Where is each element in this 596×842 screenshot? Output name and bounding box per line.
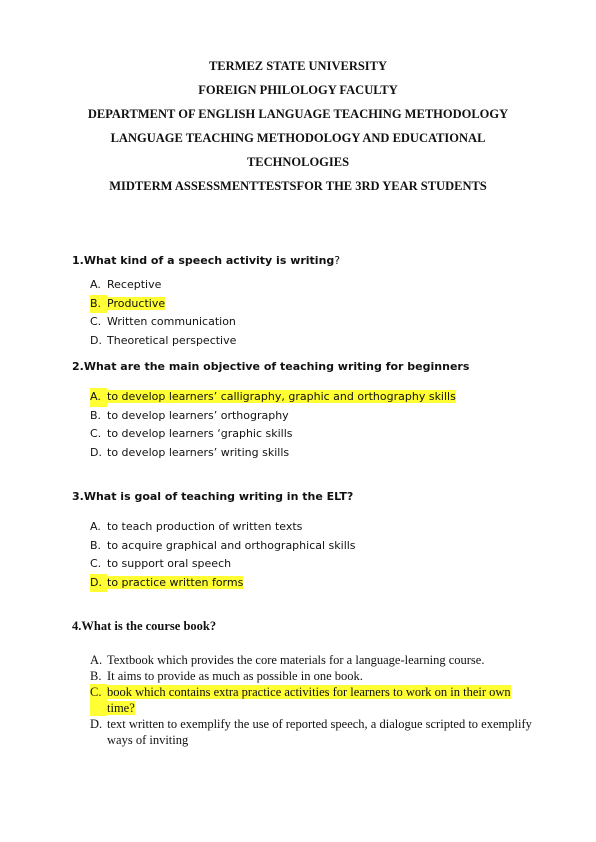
course-title-line2: TECHNOLOGIES — [246, 155, 350, 169]
option-2d: D. to develop learners’ writing skills — [90, 445, 290, 459]
option-1a: A. Receptive — [90, 278, 162, 291]
question-1-text: 1.What kind of a speech activity is writing — [72, 254, 335, 267]
question-1-options — [90, 276, 236, 350]
question-2-options — [90, 388, 456, 462]
option-4a: A. Textbook which provides the core materials for a language-learning course. — [90, 653, 485, 667]
option-4c: C. book which contains extra practice activities for learners to work on in their own time? — [90, 685, 511, 715]
document-header — [0, 54, 596, 198]
question-2-text: 2.What are the main objective of teaching writing for beginners — [72, 360, 470, 373]
faculty-name: FOREIGN PHILOLOGY FACULTY — [198, 83, 398, 97]
question-4-text: 4.What is the course book? — [72, 619, 217, 633]
option-4d: D. text written to exemplify the use of reported speech, a dialogue scripted to exemplify ways of inviting — [90, 717, 532, 747]
option-1c: C. Written communication — [90, 315, 236, 328]
option-2c: C. to develop learners ‘graphic skills — [90, 427, 293, 440]
course-title-line1: LANGUAGE TEACHING METHODOLOGY AND EDUCATIONAL — [110, 131, 486, 145]
option-3a: A. to teach production of written texts — [90, 520, 303, 533]
question-4 — [72, 619, 216, 634]
option-2a: A. to develop learners’ calligraphy, graphic and orthography skills — [90, 388, 456, 407]
department-name: DEPARTMENT OF ENGLISH LANGUAGE TEACHING METHODOLOGY — [87, 107, 509, 121]
university-name: TERMEZ STATE UNIVERSITY — [208, 59, 388, 73]
option-3b: B. to acquire graphical and orthographical skills — [90, 538, 356, 552]
assessment-title: MIDTERM ASSESSMENTTESTSFOR THE 3RD YEAR STUDENTS — [109, 179, 487, 193]
option-1d: D. Theoretical perspective — [90, 333, 237, 347]
question-1-mark: ? — [334, 254, 341, 267]
question-3-text: 3.What is goal of teaching writing in the ELT? — [72, 490, 354, 503]
question-4-options — [90, 652, 540, 748]
option-2b: B. to develop learners’ orthography — [90, 408, 289, 422]
option-4b: B. It aims to provide as much as possible in one book. — [90, 669, 363, 683]
question-3 — [72, 490, 353, 503]
question-3-options — [90, 518, 356, 592]
option-3d: D. to practice written forms — [90, 574, 356, 593]
question-1 — [72, 254, 340, 267]
question-2 — [72, 360, 469, 373]
option-1b: B. Productive — [90, 295, 236, 314]
option-3c: C. to support oral speech — [90, 557, 232, 570]
